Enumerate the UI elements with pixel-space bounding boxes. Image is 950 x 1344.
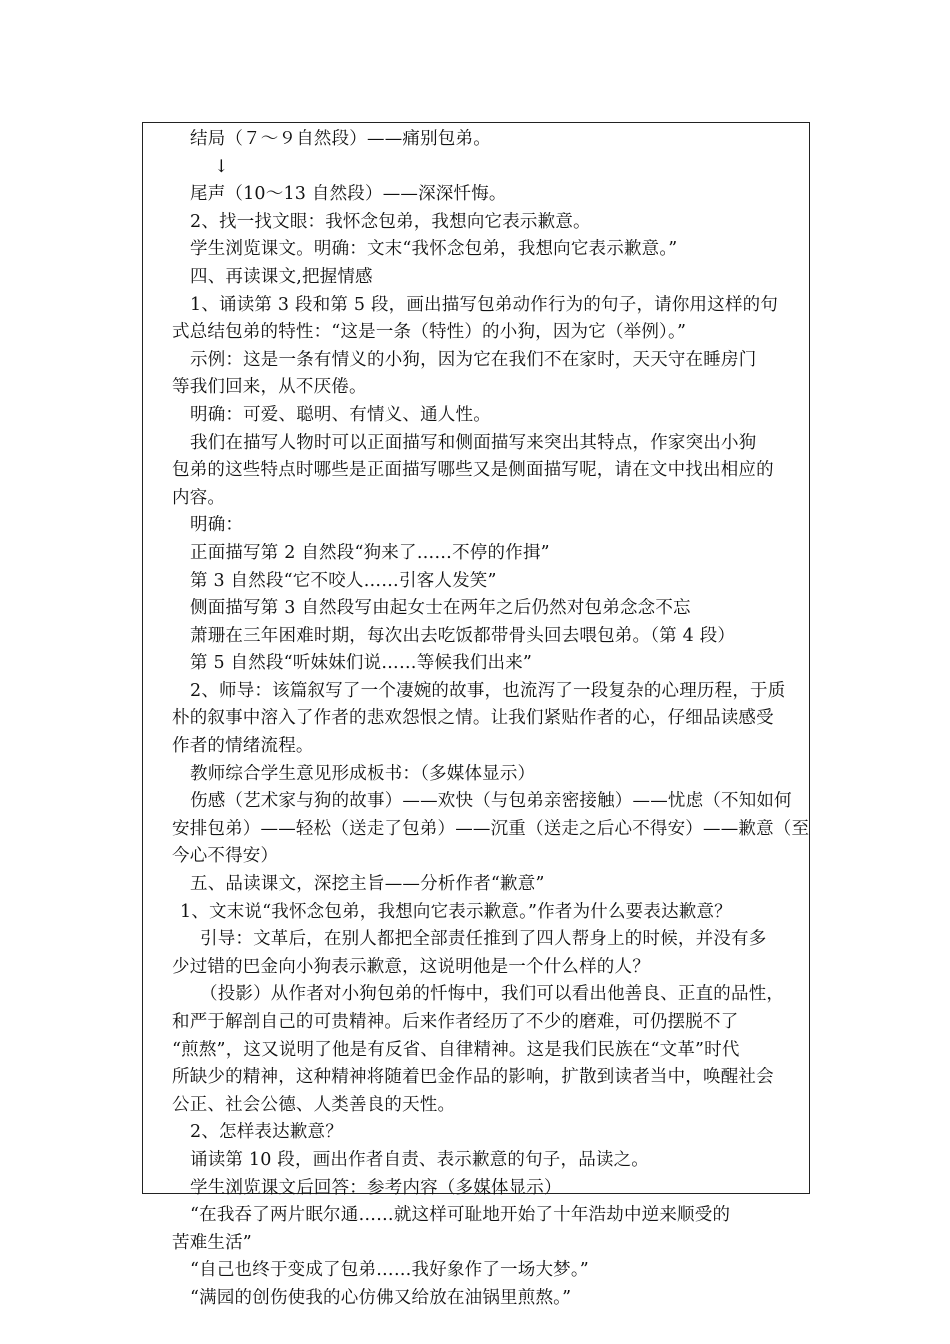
- text-line: 等我们回来，从不厌倦。: [172, 377, 367, 398]
- text-line: 侧面描写第 3 自然段写由起女士在两年之后仍然对包弟念念不忘: [190, 598, 691, 619]
- text-line: 和严于解剖自己的可贵精神。后来作者经历了不少的磨难，可仍摆脱不了: [172, 1012, 739, 1032]
- text-line: 伤感（艺术家与狗的故事）——欢快（与包弟亲密接触）——忧虑（不知如何: [190, 791, 792, 812]
- text-line: 所缺少的精神，这种精神将随着巴金作品的影响，扩散到读者当中，唤醒社会: [172, 1067, 774, 1088]
- text-line: 结局（７～９自然段）——痛别包弟。: [190, 129, 491, 149]
- text-line: 少过错的巴金向小狗表示歉意，这说明他是一个什么样的人？: [172, 956, 650, 977]
- lesson-text-body: [172, 126, 810, 1313]
- text-line: 式总结包弟的特性：“这是一条（特性）的小狗，因为它（举例）。”: [172, 322, 687, 343]
- quote-line: “满园的创伤使我的心仿佛又给放在油锅里煎熬。”: [190, 1287, 572, 1308]
- text-line: 明确：可爱、聪明、有情义、通人性。: [190, 404, 491, 425]
- text-line: 2、找一找文眼：我怀念包弟，我想向它表示歉意。: [190, 211, 591, 232]
- text-line: 1、文末说“我怀念包弟，我想向它表示歉意。”作者为什么要表达歉意？: [180, 901, 732, 922]
- text-line: 第 5 自然段“听妹妹们说……等候我们出来”: [190, 653, 533, 674]
- text-line: 引导：文革后，在别人都把全部责任推到了四人帮身上的时候，并没有多: [200, 929, 767, 950]
- text-line: 示例：这是一条有情义的小狗，因为它在我们不在家时，天天守在睡房门: [190, 349, 757, 370]
- text-line: 安排包弟）——轻松（送走了包弟）——沉重（送走之后心不得安）——歉意（至: [172, 818, 810, 839]
- section-heading: 五、品读课文，深挖主旨——分析作者“歉意”: [190, 874, 545, 895]
- text-line: 学生浏览课文后回答：参考内容（多媒体显示）: [190, 1177, 562, 1198]
- text-line: 今心不得安）: [172, 846, 279, 867]
- text-line: 包弟的这些特点时哪些是正面描写哪些又是侧面描写呢，请在文中找出相应的: [172, 460, 774, 481]
- text-line: “煎熬”，这又说明了他是有反省、自律精神。这是我们民族在“文革”时代: [172, 1039, 740, 1060]
- quote-line: “自己也终于变成了包弟……我好象作了一场大梦。”: [190, 1260, 589, 1281]
- text-line: （投影）从作者对小狗包弟的忏悔中，我们可以看出他善良、正直的品性，: [200, 984, 785, 1005]
- quote-line: 苦难生活”: [172, 1232, 252, 1253]
- quote-line: “在我吞了两片眠尔通……就这样可耻地开始了十年浩劫中逆来顺受的: [190, 1205, 731, 1226]
- text-line: 2、怎样表达歉意？: [190, 1122, 343, 1143]
- text-line: 诵读第 10 段，画出作者自责、表示歉意的句子，品读之。: [190, 1149, 649, 1170]
- text-line: 作者的情绪流程。: [172, 736, 314, 757]
- text-line: 学生浏览课文。明确：文末“我怀念包弟，我想向它表示歉意。”: [190, 239, 678, 260]
- down-arrow-icon: ↓: [214, 156, 229, 177]
- text-line: 萧珊在三年困难时期，每次出去吃饭都带骨头回去喂包弟。（第 4 段）: [190, 625, 736, 646]
- text-line: 2、师导：该篇叙写了一个凄婉的故事，也流泻了一段复杂的心理历程，于质: [190, 680, 786, 701]
- text-line: 尾声（10～13 自然段）——深深忏悔。: [190, 184, 507, 205]
- text-line: 1、诵读第 3 段和第 5 段，画出描写包弟动作行为的句子，请你用这样的句: [190, 294, 779, 315]
- text-line: 内容。: [172, 487, 226, 508]
- text-line: 明确：: [190, 515, 244, 536]
- text-line: 第 3 自然段“它不咬人……引客人发笑”: [190, 570, 497, 591]
- text-line: 我们在描写人物时可以正面描写和侧面描写来突出其特点，作家突出小狗: [190, 432, 757, 453]
- text-line: 正面描写第 2 自然段“狗来了……不停的作揖”: [190, 542, 550, 563]
- text-line: 公正、社会公德、人类善良的天性。: [172, 1094, 456, 1115]
- text-line: 教师综合学生意见形成板书：（多媒体显示）: [190, 763, 536, 784]
- section-heading: 四、再读课文,把握情感: [190, 266, 373, 287]
- text-line: 朴的叙事中溶入了作者的悲欢怨恨之情。让我们紧贴作者的心，仔细品读感受: [172, 708, 774, 729]
